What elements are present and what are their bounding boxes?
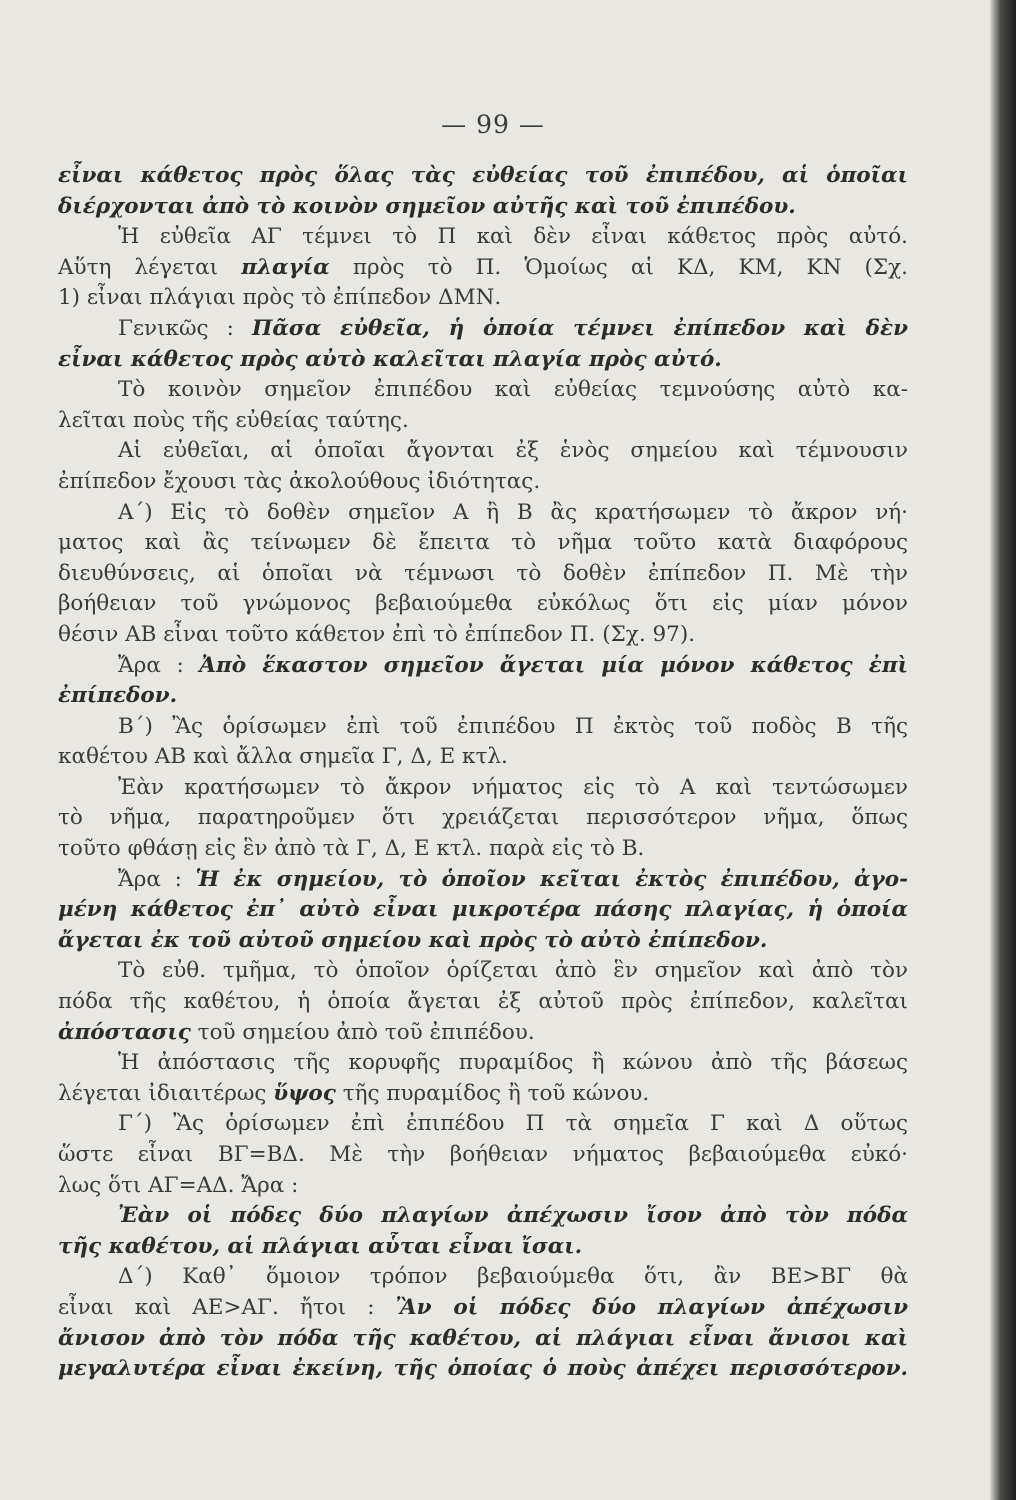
text-line — [58, 620, 908, 651]
text-line — [58, 1109, 908, 1140]
text-run: ματος καὶ ἂς τείνωμεν δὲ ἔπειτα τὸ νῆμα τοῦτο κατὰ διαφόρους — [58, 530, 908, 556]
text-line — [58, 865, 908, 896]
book-binding-shadow — [990, 0, 1016, 1500]
page-number: — 99 — — [441, 110, 545, 139]
emphasized-text: ἀπόστασις — [58, 1019, 191, 1045]
text-line — [58, 406, 908, 437]
emphasized-text: ὕψος — [273, 1080, 336, 1106]
text-line — [58, 956, 908, 987]
text-line — [58, 528, 908, 559]
text-run: Γενικῶς : — [118, 315, 253, 341]
text-line — [58, 1262, 908, 1293]
text-line — [58, 712, 908, 743]
text-run: λως ὅτι ΑΓ=ΑΔ. Ἄρα : — [58, 1172, 299, 1198]
text-body — [58, 161, 908, 1385]
text-line — [58, 1079, 908, 1110]
text-run: πρὸς τὸ Π. Ὁμοίως αἱ ΚΔ, ΚΜ, ΚΝ (Σχ. — [329, 254, 908, 280]
text-run: διευθύνσεις, αἱ ὁποῖαι νὰ τέμνωσι τὸ δοθὲν ἐπίπεδον Π. Μὲ τὴν — [58, 560, 908, 586]
text-line — [58, 926, 908, 957]
emphasized-text: ἐπίπεδον. — [58, 683, 178, 709]
text-run: Αἱ εὐθεῖαι, αἱ ὁποῖαι ἄγονται ἐξ ἑνὸς σημείου καὶ τέμνουσιν — [118, 438, 908, 464]
text-line — [58, 1232, 908, 1263]
text-run: πόδα τῆς καθέτου, ἡ ὁποία ἄγεται ἐξ αὐτοῦ πρὸς ἐπίπεδον, καλεῖται — [58, 989, 908, 1015]
text-run: Ἡ ἀπόστασις τῆς κορυφῆς πυραμίδος ἢ κώνου ἀπὸ τῆς βάσεως — [118, 1050, 908, 1076]
text-run: τοῦ σημείου ἀπὸ τοῦ ἐπιπέδου. — [190, 1019, 535, 1045]
text-run: τοῦτο φθάσῃ εἰς ἓν ἀπὸ τὰ Γ, Δ, Ε κτλ. παρὰ εἰς τὸ Β. — [58, 836, 645, 862]
text-run: τῆς πυραμίδος ἢ τοῦ κώνου. — [335, 1080, 650, 1106]
text-line — [58, 1171, 908, 1202]
text-run: Ἄρα : — [118, 652, 200, 678]
text-run: λέγεται ἰδιαιτέρως — [58, 1080, 274, 1106]
text-run: θέσιν ΑΒ εἶναι τοῦτο κάθετον ἐπὶ τὸ ἐπίπεδον Π. (Σχ. 97). — [58, 621, 696, 647]
emphasized-text: μεγαλυτέρα εἶναι ἐκείνη, τῆς ὁποίας ὁ ποὺς ἀπέχει περισσότερον. — [58, 1356, 908, 1382]
text-run: Γ΄) Ἂς ὁρίσωμεν ἐπὶ ἐπιπέδου Π τὰ σημεῖα Γ καὶ Δ οὕτως — [118, 1111, 908, 1137]
emphasized-text: Ἐὰν οἱ πόδες δύο πλαγίων ἀπέχωσιν ἴσον ἀπὸ τὸν πόδα — [118, 1203, 908, 1229]
text-line — [58, 1140, 908, 1171]
text-run: Α΄) Εἰς τὸ δοθὲν σημεῖον Α ἢ Β ἂς κρατήσωμεν τὸ ἄκρον νή· — [118, 499, 908, 525]
text-line — [58, 1293, 908, 1324]
text-line — [58, 742, 908, 773]
text-line — [58, 253, 908, 284]
emphasized-text: Ἡ ἐκ σημείου, τὸ ὁποῖον κεῖται ἐκτὸς ἐπιπέδου, ἀγο- — [195, 866, 908, 892]
text-line — [58, 498, 908, 529]
text-line — [58, 192, 908, 223]
text-line — [58, 773, 908, 804]
text-line — [58, 222, 908, 253]
text-line — [58, 803, 908, 834]
text-line — [58, 283, 908, 314]
text-run: 1) εἶναι πλάγιαι πρὸς τὸ ἐπίπεδον ΔΜΝ. — [58, 285, 502, 311]
text-run: βοήθειαν τοῦ γνώμονος βεβαιούμεθα εὐκόλως ὅτι εἰς μίαν μόνον — [58, 591, 908, 617]
emphasized-text: μένη κάθετος ἐπ᾽ αὐτὸ εἶναι μικροτέρα πάσης πλαγίας, ἡ ὁποία — [58, 897, 908, 923]
text-run: Δ΄) Καθ᾽ ὅμοιον τρόπον βεβαιούμεθα ὅτι, ἂν ΒΕ>ΒΓ θὰ — [118, 1264, 908, 1290]
emphasized-text: ἄγεται ἐκ τοῦ αὐτοῦ σημείου καὶ πρὸς τὸ αὐτὸ ἐπίπεδον. — [58, 927, 768, 953]
text-line — [58, 559, 908, 590]
emphasized-text: ἄνισον ἀπὸ τὸν πόδα τῆς καθέτου, αἱ πλάγιαι εἶναι ἄνισοι καὶ — [58, 1325, 908, 1351]
text-run: λεῖται ποὺς τῆς εὐθείας ταύτης. — [58, 407, 409, 433]
text-run: ἐπίπεδον ἔχουσι τὰς ἀκολούθους ἰδιότητας. — [58, 468, 541, 494]
text-run: Ἐὰν κρατήσωμεν τὸ ἄκρον νήματος εἰς τὸ Α καὶ τεντώσωμεν — [118, 774, 908, 800]
text-line — [58, 681, 908, 712]
text-run: Ἄρα : — [118, 866, 196, 892]
text-line — [58, 1048, 908, 1079]
emphasized-text: εἶναι κάθετος πρὸς ὅλας τὰς εὐθείας τοῦ ἐπιπέδου, αἱ ὁποῖαι — [58, 163, 908, 188]
text-line — [58, 589, 908, 620]
text-line — [58, 651, 908, 682]
text-line — [58, 1324, 908, 1355]
text-run: ὥστε εἶναι ΒΓ=ΒΔ. Μὲ τὴν βοήθειαν νήματος βεβαιούμεθα εὐκό· — [58, 1142, 908, 1167]
book-page — [58, 110, 908, 1385]
text-line — [58, 375, 908, 406]
text-line — [58, 161, 908, 192]
emphasized-text: πλαγία — [241, 254, 330, 280]
text-run: Ἡ εὐθεῖα ΑΓ τέμνει τὸ Π καὶ δὲν εἶναι κάθετος πρὸς αὐτό. — [118, 224, 908, 250]
text-run: τὸ νῆμα, παρατηροῦμεν ὅτι χρειάζεται περισσότερον νῆμα, ὅπως — [58, 805, 908, 831]
text-line — [58, 1354, 908, 1385]
text-run: Τὸ κοινὸν σημεῖον ἐπιπέδου καὶ εὐθείας τεμνούσης αὐτὸ κα- — [118, 377, 908, 403]
text-line — [58, 314, 908, 345]
text-line — [58, 467, 908, 498]
emphasized-text: Ἂν οἱ πόδες δύο πλαγίων ἀπέχωσιν — [395, 1294, 908, 1320]
text-line — [58, 987, 908, 1018]
emphasized-text: τῆς καθέτου, αἱ πλάγιαι αὗται εἶναι ἴσαι. — [58, 1233, 583, 1259]
text-run: Β΄) Ἂς ὁρίσωμεν ἐπὶ τοῦ ἐπιπέδου Π ἐκτὸς τοῦ ποδὸς Β τῆς — [118, 713, 908, 739]
text-run: εἶναι καὶ ΑΕ>ΑΓ. ἤτοι : — [58, 1294, 396, 1320]
text-run: καθέτου ΑΒ καὶ ἄλλα σημεῖα Γ, Δ, Ε κτλ. — [58, 744, 508, 770]
text-run: Τὸ εὐθ. τμῆμα, τὸ ὁποῖον ὁρίζεται ἀπὸ ἓν σημεῖον καὶ ἀπὸ τὸν — [118, 958, 908, 984]
emphasized-text: εἶναι κάθετος πρὸς αὐτὸ καλεῖται πλαγία πρὸς αὐτό. — [58, 346, 722, 372]
text-line — [58, 436, 908, 467]
text-line — [58, 895, 908, 926]
text-line — [58, 834, 908, 865]
text-line — [58, 1018, 908, 1049]
emphasized-text: Ἀπὸ ἕκαστον σημεῖον ἄγεται μία μόνον κάθετος ἐπὶ — [199, 652, 908, 678]
text-run: Αὕτη λέγεται — [58, 254, 242, 280]
emphasized-text: Πᾶσα εὐθεῖα, ἡ ὁποία τέμνει ἐπίπεδον καὶ δὲν — [252, 315, 908, 341]
text-line — [58, 345, 908, 376]
text-line — [58, 1201, 908, 1232]
emphasized-text: διέρχονται ἀπὸ τὸ κοινὸν σημεῖον αὐτῆς καὶ τοῦ ἐπιπέδου. — [58, 193, 796, 219]
